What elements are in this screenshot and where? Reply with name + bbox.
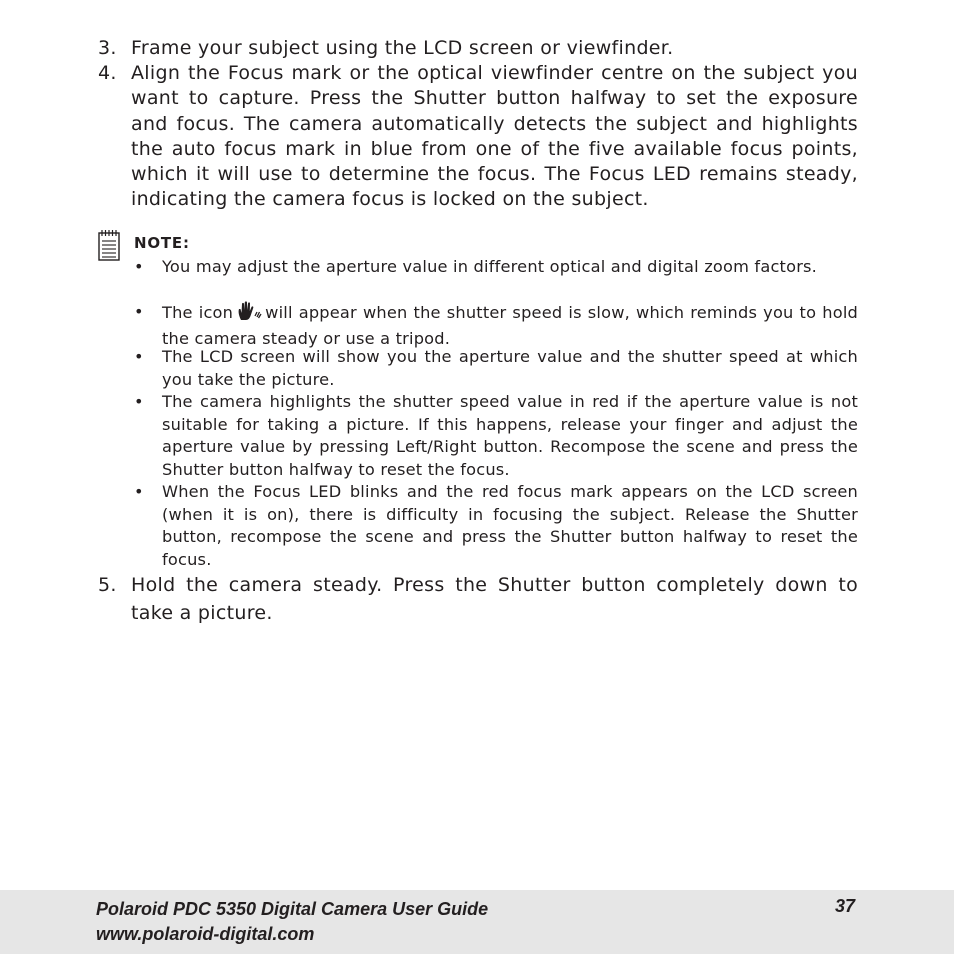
bullet-dot: •: [134, 482, 144, 501]
note-label: NOTE:: [134, 234, 190, 252]
bullet-dot: •: [134, 302, 144, 321]
step-3: [98, 36, 858, 60]
step-number: 3.: [98, 37, 117, 59]
page-number: 37: [835, 896, 856, 916]
note-bullet-4: [134, 391, 858, 481]
bullet-text: The camera highlights the shutter speed value in red if the aperture value is not suitable for taking a picture. If this happens, release your finger and adjust the aperture value by pressing Left/Right button. Recompose the scene and press the Shutter button halfway to reset the focus.: [162, 392, 858, 479]
note-bullet-5: [134, 481, 858, 571]
footer-title: Polaroid PDC 5350 Digital Camera User Guide: [96, 899, 489, 919]
step-5: [98, 571, 858, 627]
step-text: Align the Focus mark or the optical viewfinder centre on the subject you want to capture. Press the Shutter button halfway to set the exposure and focus. The camera automatically detects the subject and highlights the auto focus mark in blue from one of the five available focus points, which it will use to determine the focus. The Focus LED remains steady, indicating the camera focus is locked on the subject.: [131, 62, 858, 211]
bullet-text-after: will appear when the shutter speed is slow, which reminds you to hold the camera steady or use a tripod.: [162, 303, 858, 348]
footer-url: www.polaroid-digital.com: [96, 924, 315, 944]
bullet-text: When the Focus LED blinks and the red focus mark appears on the LCD screen (when it is on), there is difficulty in focusing the subject. Release the Shutter button, recompose the scene and press the Shutter button halfway to reset the focus.: [162, 482, 858, 569]
bullet-dot: •: [134, 257, 144, 276]
step-text: Hold the camera steady. Press the Shutter button completely down to take a picture.: [131, 574, 858, 624]
bullet-text: [162, 301, 858, 350]
note-bullet-1: [134, 256, 858, 279]
bullet-dot: •: [134, 347, 144, 366]
hand-shake-icon: [236, 301, 262, 328]
note-bullet-3: [134, 346, 858, 391]
step-number: 5.: [98, 574, 117, 596]
bullet-dot: •: [134, 392, 144, 411]
bullet-text: The LCD screen will show you the aperture value and the shutter speed at which you take the picture.: [162, 347, 858, 389]
bullet-text-before: The icon: [162, 303, 234, 322]
page-footer: [0, 890, 954, 954]
step-number: 4.: [98, 62, 117, 84]
note-bullet-2: [134, 301, 858, 350]
step-4: [98, 61, 858, 213]
step-text: Frame your subject using the LCD screen or viewfinder.: [131, 37, 674, 59]
bullet-text: You may adjust the aperture value in different optical and digital zoom factors.: [162, 257, 818, 276]
notepad-icon: [98, 229, 120, 265]
